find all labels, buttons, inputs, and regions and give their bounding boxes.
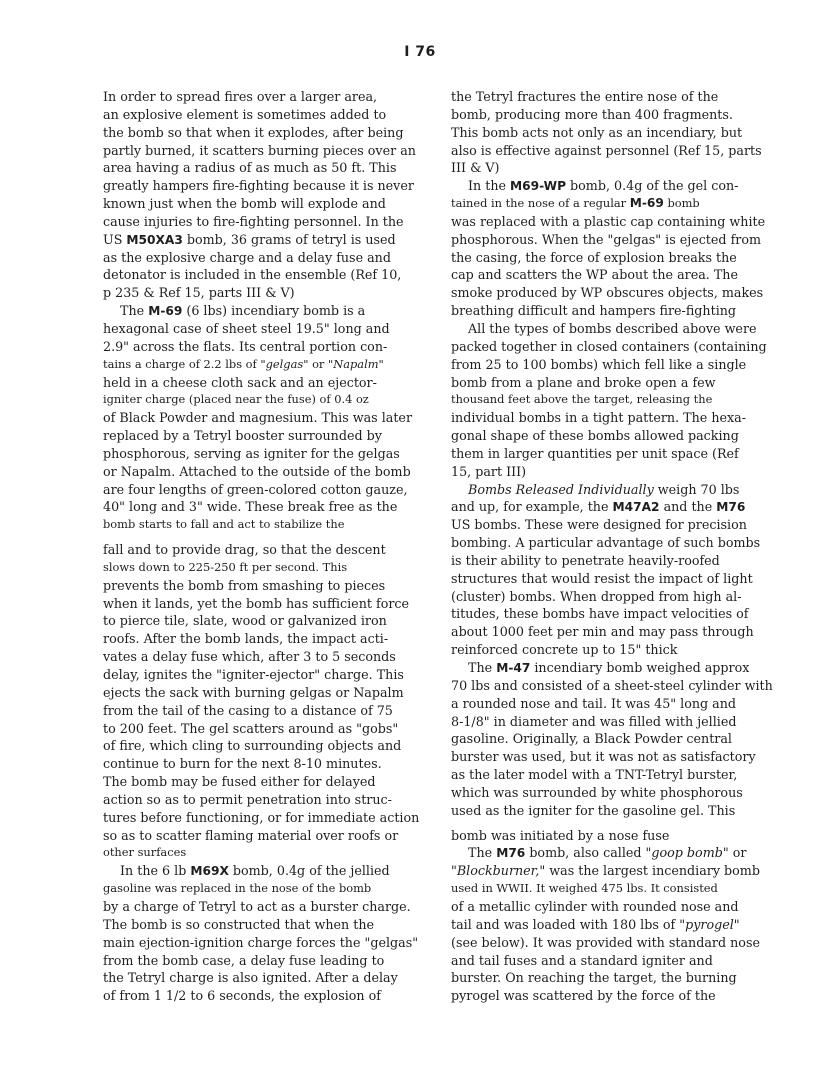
text-line	[103, 952, 403, 970]
bomb-designation: M-69	[629, 196, 664, 211]
text-run: ejects the sack with burning gelgas or Napalm	[103, 684, 404, 700]
text-run: known just when the bomb will explode and	[103, 196, 386, 212]
text-line	[451, 659, 777, 677]
text-run: used as the igniter for the gasoline gel. This	[451, 802, 736, 818]
text-line	[103, 809, 420, 827]
text-line	[103, 266, 403, 284]
text-line	[103, 577, 403, 595]
text-line	[451, 987, 777, 1005]
text-line	[451, 730, 777, 748]
text-line	[103, 195, 403, 213]
text-run: weigh 70 lbs	[653, 481, 740, 497]
bomb-designation: M-69	[148, 304, 183, 319]
text-run: the Tetryl fractures the entire nose of the	[451, 89, 719, 104]
text-line	[451, 159, 777, 177]
text-line	[103, 541, 403, 559]
text-run: from the tail of the casing to a distance of 75	[103, 702, 393, 718]
text-line	[103, 249, 403, 267]
text-line	[103, 427, 403, 445]
text-run: of from 1 1/2 to 6 seconds, the explosion of	[103, 988, 381, 1004]
text-run: 40" long and 3" wide. These break free as the	[103, 499, 398, 515]
text-run: bomb, producing more than 400 fragments.	[451, 106, 733, 122]
text-run: US	[103, 231, 127, 247]
text-line	[103, 559, 403, 577]
text-run: of a metallic cylinder with rounded nose and	[451, 898, 739, 914]
text-run: also is effective against personnel (Ref 15, parts	[451, 142, 762, 158]
bomb-designation: M47A2	[612, 500, 660, 515]
text-run: structures that would resist the impact of light	[451, 570, 753, 586]
text-run: action so as to permit penetration into struc-	[103, 791, 392, 807]
text-run: bombing. A particular advantage of such bombs	[451, 535, 761, 551]
text-line	[451, 338, 777, 356]
text-run: (see below). It was provided with standard nose	[451, 934, 760, 950]
text-run: III & V)	[451, 160, 500, 176]
text-line	[451, 623, 777, 641]
text-line	[451, 827, 777, 845]
text-run: burster. On reaching the target, the burning	[451, 970, 737, 986]
text-run: partly burned, it scatters burning pieces over an	[103, 142, 416, 158]
text-run: p 235 & Ref 15, parts III & V)	[103, 285, 295, 301]
text-line	[451, 195, 777, 213]
left-text-column	[103, 88, 420, 1005]
text-run: tained in the nose of a regular	[451, 196, 630, 211]
text-line	[451, 142, 777, 160]
text-run: continue to burn for the next 8-10 minutes.	[103, 756, 382, 772]
text-run: as the explosive charge and a delay fuse and	[103, 249, 391, 265]
text-run: when it lands, yet the bomb has sufficient force	[103, 595, 410, 611]
text-line	[451, 356, 777, 374]
text-line	[451, 124, 777, 142]
text-line	[103, 987, 403, 1005]
text-line	[103, 880, 403, 898]
text-line	[103, 356, 403, 374]
text-line	[451, 249, 777, 267]
text-run: and tail fuses and a standard igniter and	[451, 952, 713, 968]
text-line	[103, 684, 403, 702]
text-run: an explosive element is sometimes added to	[103, 106, 387, 122]
text-line	[103, 630, 403, 648]
text-line	[451, 784, 777, 802]
text-line	[103, 934, 419, 952]
text-run: bomb	[663, 196, 700, 211]
text-run: tail and was loaded with 180 lbs of	[451, 916, 680, 932]
text-line	[451, 320, 777, 338]
text-line	[103, 302, 403, 320]
text-run: titudes, these bombs have impact velocities of	[451, 606, 749, 622]
text-line	[103, 213, 403, 231]
text-line	[103, 284, 403, 302]
text-line	[451, 463, 777, 481]
text-line	[451, 802, 777, 820]
text-line	[451, 231, 777, 249]
text-run: thousand feet above the target, releasing the	[451, 392, 713, 407]
emphasized-text: "Blockburner,"	[451, 863, 546, 879]
text-line	[103, 720, 403, 738]
text-line	[451, 534, 777, 552]
text-line	[451, 445, 777, 463]
text-run: as the later model with a TNT-Tetryl burster,	[451, 767, 738, 783]
emphasized-text: "pyrogel"	[679, 916, 740, 932]
text-line	[451, 677, 777, 695]
text-line	[103, 516, 403, 534]
text-line	[451, 427, 777, 445]
text-run: prevents the bomb from smashing to pieces	[103, 577, 386, 593]
text-run: or Napalm. Attached to the outside of the bomb	[103, 463, 411, 479]
text-run: pyrogel was scattered by the force of the	[451, 988, 716, 1004]
text-run: cap and scatters the WP about the area. The	[451, 267, 738, 283]
text-run: The	[468, 845, 497, 861]
text-run: from the bomb case, a delay fuse leading to	[103, 952, 385, 968]
text-line	[103, 648, 403, 666]
text-run: and up, for example, the	[451, 499, 613, 515]
text-run: 8-1/8" in diameter and was filled with jellied	[451, 713, 737, 729]
text-run: of Black Powder and magnesium. This was later	[103, 410, 413, 426]
text-line	[451, 916, 777, 934]
text-run: In the	[468, 178, 511, 194]
text-line	[103, 463, 411, 481]
text-run: In order to spread fires over a larger area,	[103, 89, 378, 104]
text-run: was the largest incendiary bomb	[545, 863, 760, 879]
text-run: fall and to provide drag, so that the descent	[103, 542, 386, 558]
text-run: to pierce tile, slate, wood or galvanized iron	[103, 613, 387, 629]
text-line	[103, 862, 403, 880]
text-line	[103, 969, 403, 987]
bomb-designation: M69-WP	[510, 179, 567, 194]
text-line	[103, 827, 403, 845]
text-line	[451, 88, 777, 106]
text-run: them in larger quantities per unit space (Ref	[451, 445, 739, 461]
text-line	[103, 231, 403, 249]
text-line	[451, 748, 777, 766]
text-line	[103, 106, 403, 124]
text-run: are four lengths of green-colored cotton gauze,	[103, 481, 408, 497]
text-run: or	[308, 356, 328, 371]
text-line	[451, 934, 777, 952]
text-run: breathing difficult and hampers fire-fighting	[451, 303, 737, 319]
text-line	[451, 766, 777, 784]
text-line	[103, 481, 408, 499]
text-line	[451, 284, 777, 302]
bomb-designation: M76	[716, 500, 746, 515]
text-run: about 1000 feet per min and may pass through	[451, 624, 754, 640]
text-run: bomb, 0.4g of the jellied	[228, 863, 390, 879]
text-run: roofs. After the bomb lands, the impact acti-	[103, 631, 389, 647]
text-line	[103, 773, 403, 791]
text-run: replaced by a Tetryl booster surrounded by	[103, 428, 382, 444]
text-line	[451, 844, 777, 862]
text-run: a rounded nose and tail. It was 45" long and	[451, 695, 737, 711]
text-run: tures before functioning, or for immediate action	[103, 809, 420, 825]
text-run: by a charge of Tetryl to act as a burster charge.	[103, 898, 411, 914]
text-line	[103, 445, 403, 463]
right-text-column	[452, 88, 777, 1005]
text-line	[103, 916, 403, 934]
text-run: used in WWII. It weighed 475 lbs. It consisted	[451, 881, 718, 896]
text-line	[103, 320, 403, 338]
text-run: which was surrounded by white phosphorous	[451, 784, 743, 800]
bomb-designation: M50XA3	[126, 232, 183, 247]
text-run: incendiary bomb weighed approx	[530, 660, 750, 675]
text-run: gasoline. Originally, a Black Powder central	[451, 731, 732, 747]
text-line	[451, 641, 777, 659]
text-run: main ejection-ignition charge forces the "gelgas"	[103, 934, 419, 950]
text-line	[451, 552, 777, 570]
text-run: was replaced with a plastic cap containing white	[451, 213, 766, 229]
text-line	[103, 755, 403, 773]
text-line	[451, 862, 777, 880]
text-run: All the types of bombs described above were	[468, 320, 757, 336]
text-line	[103, 737, 403, 755]
text-run: This bomb acts not only as an incendiary, but	[451, 124, 743, 140]
text-line	[451, 391, 777, 409]
text-line	[103, 898, 411, 916]
text-line	[451, 969, 777, 987]
text-run: individual bombs in a tight pattern. The hexa-	[451, 410, 747, 426]
text-line	[451, 898, 777, 916]
text-run: bomb was initiated by a nose fuse	[451, 827, 670, 843]
text-run: igniter charge (placed near the fuse) of 0.4 oz	[103, 392, 369, 407]
text-run: bomb, also called	[525, 845, 646, 861]
text-line	[451, 570, 777, 588]
text-line	[451, 213, 777, 231]
text-run: (6 lbs) incendiary bomb is a	[182, 303, 366, 319]
text-run: bomb, 36 grams of tetryl is used	[182, 231, 396, 247]
text-line	[103, 612, 403, 630]
text-run: The	[468, 660, 497, 675]
text-run: 2.9" across the flats. Its central portion con-	[103, 338, 388, 354]
text-run: so as to scatter flaming material over roofs or	[103, 827, 399, 843]
text-run: delay, ignites the "igniter-ejector" charge. This	[103, 667, 404, 682]
text-run: burster was used, but it was not as satisfactory	[451, 749, 756, 765]
text-run: bomb from a plane and broke open a few	[451, 374, 716, 390]
text-run: In the 6 lb	[120, 863, 191, 879]
text-line	[103, 124, 403, 142]
text-run: 70 lbs and consisted of a sheet-steel cylinder with	[451, 677, 773, 693]
text-line	[103, 498, 403, 516]
page-number: I 76	[404, 44, 436, 60]
text-run: The bomb may be fused either for delayed	[103, 774, 376, 790]
text-run: hexagonal case of sheet steel 19.5" long and	[103, 320, 390, 336]
text-line	[103, 159, 403, 177]
text-line	[451, 266, 777, 284]
text-line	[103, 374, 403, 392]
text-run: (cluster) bombs. When dropped from high al-	[451, 588, 742, 604]
text-line	[103, 338, 403, 356]
text-run: phosphorous. When the "gelgas" is ejected from	[451, 231, 762, 247]
text-run: area having a radius of as much as 50 ft. This	[103, 160, 397, 176]
text-line	[103, 409, 413, 427]
text-line	[103, 177, 414, 195]
text-line	[451, 605, 777, 623]
text-line	[451, 302, 777, 320]
text-line	[451, 177, 777, 195]
text-run: or	[728, 845, 747, 861]
text-line	[451, 409, 777, 427]
emphasized-text: "gelgas"	[260, 356, 309, 371]
text-line	[451, 374, 777, 392]
text-line	[451, 880, 777, 898]
emphasized-text: "Napalm"	[328, 356, 384, 371]
text-run: bomb, 0.4g of the gel con-	[566, 178, 739, 194]
text-line	[451, 952, 777, 970]
text-line	[103, 595, 410, 613]
text-run: bomb starts to fall and act to stabilize the	[103, 517, 345, 532]
bomb-designation: M-47	[496, 661, 531, 675]
text-line	[103, 391, 403, 409]
text-run: other surfaces	[103, 845, 187, 860]
text-line	[451, 481, 777, 499]
text-line	[103, 666, 403, 684]
text-run: smoke produced by WP obscures objects, makes	[451, 285, 764, 301]
text-line	[451, 695, 777, 713]
text-run: greatly hampers fire-fighting because it is never	[103, 178, 414, 194]
text-run: The	[120, 303, 149, 319]
text-run: from 25 to 100 bombs) which fell like a single	[451, 356, 747, 372]
text-run: vates a delay fuse which, after 3 to 5 seconds	[103, 649, 396, 665]
text-run: is their ability to penetrate heavily-roofed	[451, 552, 720, 568]
text-run: gasoline was replaced in the nose of the bomb	[103, 881, 372, 896]
text-line	[103, 88, 403, 106]
text-line	[103, 142, 416, 160]
text-line	[451, 713, 777, 731]
text-line	[103, 791, 403, 809]
text-line	[451, 106, 777, 124]
text-run: detonator is included in the ensemble (Ref 10,	[103, 267, 402, 283]
bomb-designation: M76	[496, 846, 526, 861]
text-run: tains a charge of 2.2 lbs of	[103, 356, 261, 371]
text-line	[103, 844, 403, 862]
emphasized-text: Bombs Released Individually	[468, 481, 654, 497]
text-line	[451, 588, 777, 606]
text-run: slows down to 225-250 ft per second. This	[103, 559, 348, 574]
text-run: of fire, which cling to surrounding objects and	[103, 738, 402, 754]
text-run: held in a cheese cloth sack and an ejector-	[103, 374, 377, 390]
text-run: US bombs. These were designed for precision	[451, 517, 747, 533]
text-run: the Tetryl charge is also ignited. After a delay	[103, 970, 398, 986]
text-run: cause injuries to fire-fighting personnel. In the	[103, 213, 404, 229]
emphasized-text: "goop bomb"	[645, 845, 729, 861]
text-run: the casing, the force of explosion breaks the	[451, 249, 737, 265]
text-run: and the	[659, 499, 717, 515]
text-run: the bomb so that when it explodes, after being	[103, 124, 404, 140]
text-run: packed together in closed containers (containing	[451, 338, 767, 354]
bomb-designation: M69X	[190, 864, 229, 879]
text-line	[451, 516, 777, 534]
text-run: The bomb is so constructed that when the	[103, 916, 375, 932]
text-run: phosphorous, serving as igniter for the gelgas	[103, 445, 400, 461]
text-run: gonal shape of these bombs allowed packing	[451, 428, 739, 444]
text-run: 15, part III)	[451, 463, 527, 479]
text-run: reinforced concrete up to 15" thick	[451, 642, 678, 658]
text-run: to 200 feet. The gel scatters around as "gobs"	[103, 720, 399, 736]
text-line	[451, 498, 777, 516]
text-line	[103, 702, 403, 720]
